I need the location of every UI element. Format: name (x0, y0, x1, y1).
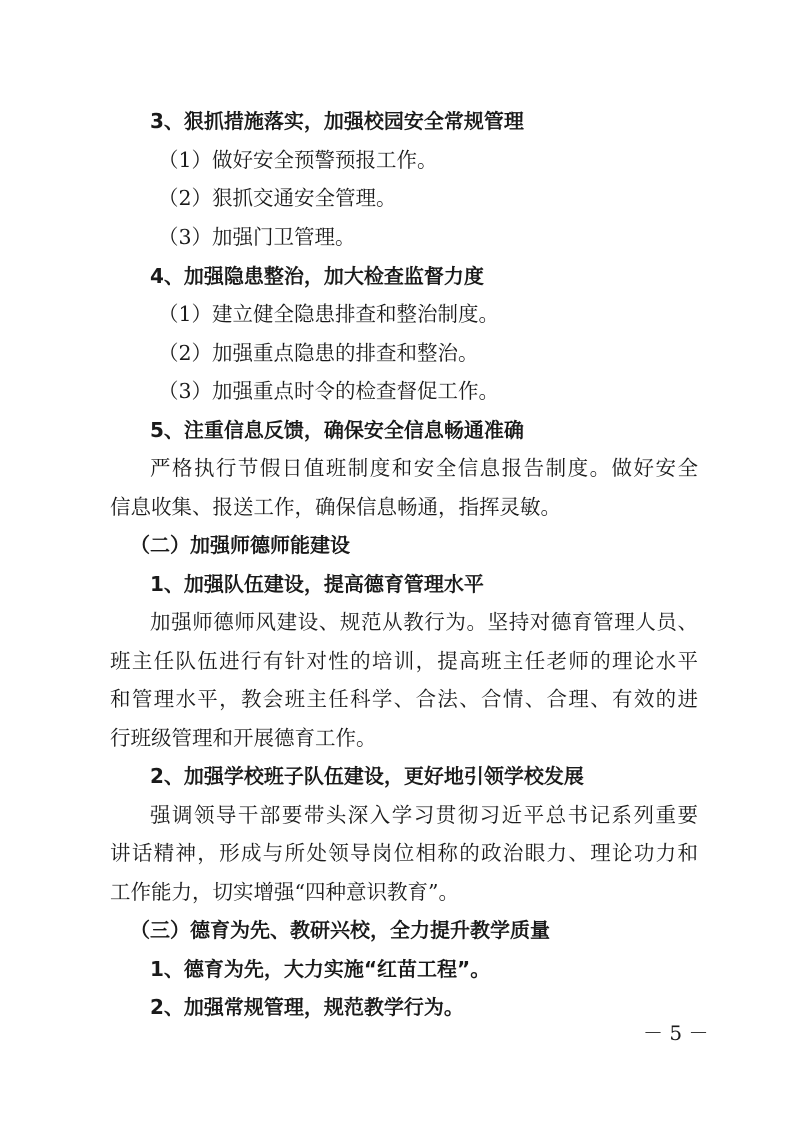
section-heading-2: （二）加强师德师能建设 (130, 533, 350, 557)
paragraph-line: 和管理水平，教会班主任科学、合法、合情、合理、有效的进 (110, 687, 698, 711)
paragraph-line: 班主任队伍进行有针对性的培训，提高班主任老师的理论水平 (110, 649, 698, 673)
paragraph-line: 强调领导干部要带头深入学习贯彻习近平总书记系列重要 (150, 803, 698, 827)
item-4-2: （2）加强重点隐患的排查和整治。 (158, 341, 479, 365)
item-3-1: （1）做好安全预警预报工作。 (158, 148, 438, 172)
section-heading-3: （三）德育为先、教研兴校，全力提升教学质量 (130, 918, 550, 942)
heading-2-1: 1、加强队伍建设，提高德育管理水平 (150, 572, 484, 596)
item-4-1: （1）建立健全隐患排查和整治制度。 (158, 302, 500, 326)
heading-3-1: 1、德育为先，大力实施“红苗工程”。 (150, 957, 491, 981)
item-3-2: （2）狠抓交通安全管理。 (158, 186, 397, 210)
heading-3-2: 2、加强常规管理，规范教学行为。 (150, 995, 464, 1019)
paragraph-line: 加强师德师风建设、规范从教行为。坚持对德育管理人员、 (150, 610, 698, 634)
paragraph-line: 工作能力，切实增强“四种意识教育”。 (110, 880, 459, 904)
item-4-3: （3）加强重点时令的检查督促工作。 (158, 379, 500, 403)
page-number: － 5 － (643, 1021, 709, 1045)
paragraph-line: 信息收集、报送工作，确保信息畅通，指挥灵敏。 (110, 495, 561, 519)
paragraph-line: 行班级管理和开展德育工作。 (110, 726, 377, 750)
heading-3-safety-measures: 3、狠抓措施落实，加强校园安全常规管理 (150, 109, 524, 133)
heading-4-hazard-rectification: 4、加强隐患整治，加大检查监督力度 (150, 264, 484, 288)
heading-5-info-feedback: 5、注重信息反馈，确保安全信息畅通准确 (150, 418, 524, 442)
item-3-3: （3）加强门卫管理。 (158, 225, 356, 249)
heading-2-2: 2、加强学校班子队伍建设，更好地引领学校发展 (150, 764, 584, 788)
paragraph-line: 严格执行节假日值班制度和安全信息报告制度。做好安全 (150, 456, 698, 480)
paragraph-line: 讲话精神，形成与所处领导岗位相称的政治眼力、理论功力和 (110, 841, 698, 865)
